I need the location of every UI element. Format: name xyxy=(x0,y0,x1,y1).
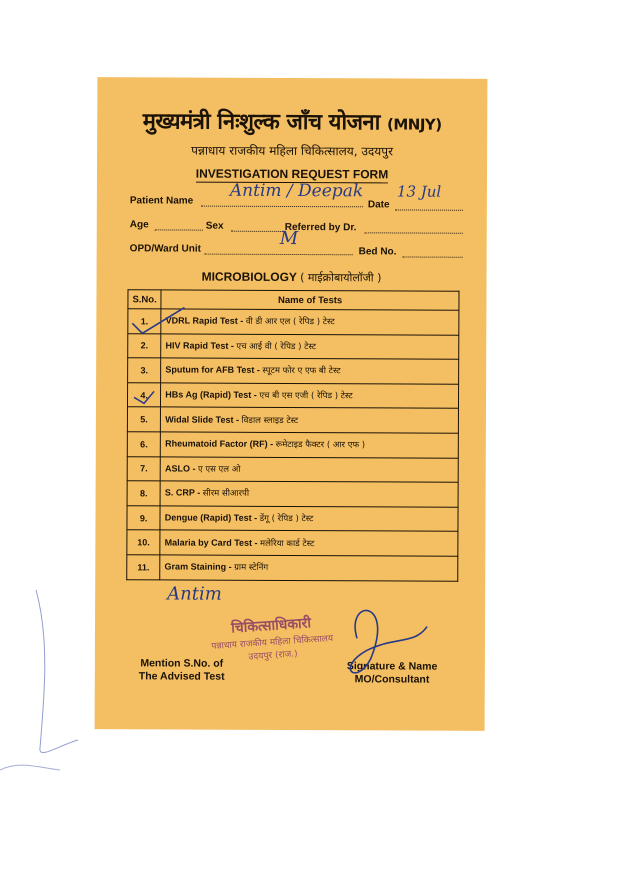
test-name-en: VDRL Rapid Test - xyxy=(165,315,244,327)
test-name-en: HBs Ag (Rapid) Test - xyxy=(165,389,257,400)
opd-ward-line xyxy=(205,254,353,256)
test-name-en: ASLO - xyxy=(164,463,196,474)
form-title xyxy=(97,166,487,182)
form-title-text: INVESTIGATION REQUEST FORM xyxy=(195,166,389,182)
referred-by-label: Referred by Dr. xyxy=(284,221,357,234)
age-label: Age xyxy=(129,219,149,231)
test-sno: 10. xyxy=(127,530,160,555)
test-sno: 4. xyxy=(127,383,160,408)
patient-name-label: Patient Name xyxy=(129,195,194,207)
test-name-en: Widal Slide Test - xyxy=(165,414,240,425)
stamp-line-3: उदयपुर (राज.) xyxy=(248,649,298,663)
test-name[interactable] xyxy=(161,358,459,384)
referred-by-line xyxy=(365,232,463,233)
section-title-en: MICROBIOLOGY xyxy=(201,269,297,285)
mention-instruction xyxy=(139,657,225,683)
test-name[interactable] xyxy=(161,383,459,409)
test-name[interactable] xyxy=(161,334,459,360)
signature-block xyxy=(347,660,438,686)
test-name-hi: स्पूटम फोर ए एफ बी टेस्ट xyxy=(262,366,341,377)
test-name[interactable] xyxy=(160,481,458,507)
table-row xyxy=(127,407,458,433)
test-name-en: Dengue (Rapid) Test - xyxy=(164,512,258,523)
date-label: Date xyxy=(367,199,390,211)
stamp-line-1: चिकित्साधिकारी xyxy=(230,615,312,637)
col-name-header: Name of Tests xyxy=(161,290,459,310)
table-row xyxy=(127,432,458,458)
sex-line xyxy=(231,231,283,232)
signature-line-1: Signature & Name xyxy=(346,660,438,673)
test-name-hi: ए एस एल ओ xyxy=(197,464,241,475)
margin-pen-stroke-icon xyxy=(36,590,78,753)
test-sno: 6. xyxy=(127,432,160,457)
test-name[interactable] xyxy=(161,407,459,433)
test-sno: 8. xyxy=(127,481,160,506)
section-title xyxy=(97,269,487,286)
test-name[interactable] xyxy=(160,555,458,581)
table-row xyxy=(127,383,458,409)
test-sno: 7. xyxy=(127,456,160,481)
test-name-en: S. CRP - xyxy=(164,487,201,499)
investigation-request-form xyxy=(95,77,488,731)
test-sno: 1. xyxy=(128,309,161,334)
table-row xyxy=(127,530,458,556)
table-row xyxy=(128,309,459,335)
test-name-en: Malaria by Card Test - xyxy=(164,537,258,548)
test-sno: 11. xyxy=(127,555,160,580)
test-name-hi: रूमेटाइड फैक्टर ( आर एफ ) xyxy=(275,440,366,451)
test-name[interactable] xyxy=(160,530,458,556)
test-name-hi: वी डी आर एल ( रेपिड ) टेस्ट xyxy=(245,317,335,328)
col-sno-header: S.No. xyxy=(128,290,161,309)
patient-name-line xyxy=(201,206,363,208)
test-name-hi: एच आई वी ( रेपिड ) टेस्ट xyxy=(236,341,317,352)
test-name[interactable] xyxy=(161,309,459,335)
referred-by-value[interactable]: M xyxy=(279,227,299,250)
scheme-title xyxy=(97,105,487,137)
hospital-name: पन्नाधाय राजकीय महिला चिकित्सालय, उदयपुर xyxy=(191,143,394,159)
handwritten-name: Antim xyxy=(167,583,222,605)
test-name-hi: ग्राम स्टेनिंग xyxy=(234,562,269,574)
mention-line-2: The Advised Test xyxy=(138,670,225,683)
test-sno: 5. xyxy=(127,407,160,432)
test-name-hi: विडाल स्लाइड टेस्ट xyxy=(241,415,299,426)
test-name-hi: मलेरिया कार्ड टेस्ट xyxy=(260,538,315,549)
test-name-en: Rheumatoid Factor (RF) - xyxy=(165,438,274,450)
table-row xyxy=(127,555,458,581)
table-row xyxy=(128,358,459,384)
age-line xyxy=(155,229,203,230)
table-row xyxy=(127,481,458,507)
tests-table xyxy=(126,289,459,581)
table-header-row xyxy=(128,290,459,310)
test-name[interactable] xyxy=(160,456,458,482)
official-stamp xyxy=(210,612,335,665)
test-sno: 2. xyxy=(128,333,161,358)
test-sno: 3. xyxy=(128,358,161,383)
test-name-hi: डेंगू ( रेपिड ) टेस्ट xyxy=(259,513,314,525)
table-row xyxy=(127,506,458,532)
test-name-en: HIV Rapid Test - xyxy=(165,340,234,351)
table-row xyxy=(127,456,458,482)
date-value[interactable]: 13 Jul xyxy=(396,182,442,201)
tests-table-body xyxy=(127,309,459,581)
test-name-hi: सीरम सीआरपी xyxy=(202,489,250,500)
scheme-title-hindi: मुख्यमंत्री निःशुल्क जाँच योजना xyxy=(142,109,380,136)
scheme-abbr: (MNJY) xyxy=(386,115,442,134)
table-row xyxy=(128,333,459,359)
test-name-en: Sputum for AFB Test - xyxy=(165,364,260,376)
test-name[interactable] xyxy=(160,506,458,532)
stamp-line-2: पन्नाधाय राजकीय महिला चिकित्सालय xyxy=(211,633,334,652)
signature-line-2: MO/Consultant xyxy=(354,673,430,686)
opd-ward-label: OPD/Ward Unit xyxy=(129,243,201,255)
bed-no-label: Bed No. xyxy=(358,246,397,258)
sex-label: Sex xyxy=(205,220,224,232)
bed-no-line xyxy=(403,256,463,257)
test-sno: 9. xyxy=(127,506,160,531)
margin-pen-stroke-2-icon xyxy=(0,765,60,770)
patient-name-value[interactable]: Antim / Deepak xyxy=(229,180,364,202)
section-title-hi: ( माईक्रोबायोलॉजी ) xyxy=(300,271,382,285)
mention-line-1: Mention S.No. of xyxy=(140,657,224,670)
test-name-hi: एच बी एस एजी ( रेपिड ) टेस्ट xyxy=(259,390,353,402)
date-line xyxy=(395,209,463,210)
test-name[interactable] xyxy=(161,432,459,458)
test-name-en: Gram Staining - xyxy=(164,561,232,572)
